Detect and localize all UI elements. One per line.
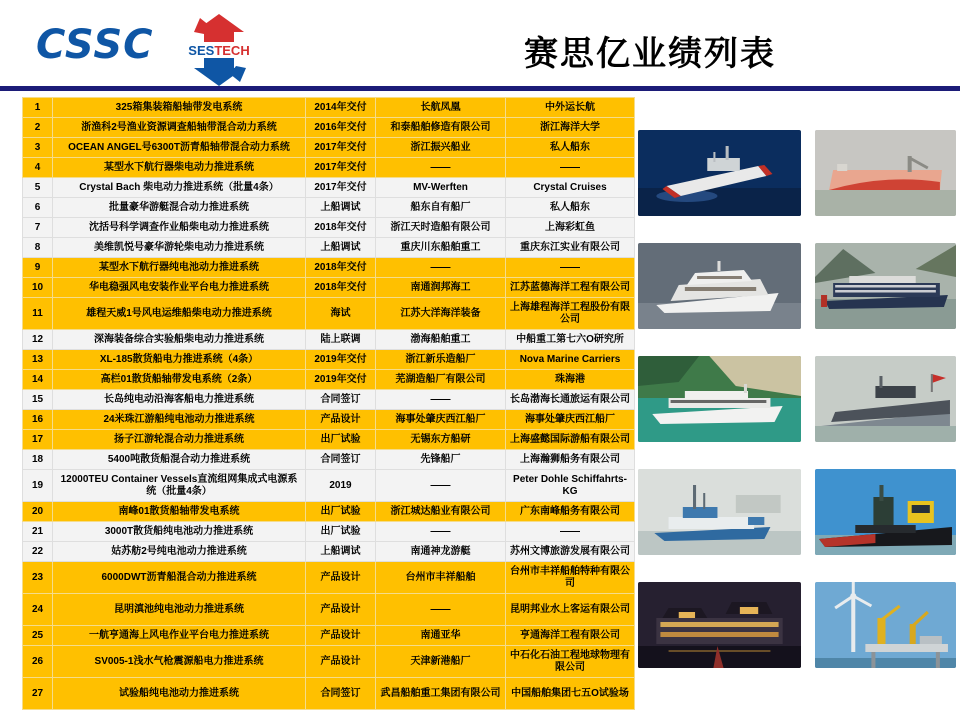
cell-project: 325箱集装箱船轴带发电系统 [53, 98, 306, 118]
cell-shipyard: —— [376, 470, 506, 502]
cell-project: OCEAN ANGEL号6300T沥青船轴带混合动力系统 [53, 138, 306, 158]
cell-owner: 中船重工第七六O研究所 [506, 330, 635, 350]
cell-project: 雄程天威1号风电运维船柴电动力推进系统 [53, 298, 306, 330]
cell-project: 3000T散货船纯电池动力推进系统 [53, 522, 306, 542]
cell-project: XL-185散货船电力推进系统（4条） [53, 350, 306, 370]
table-row [23, 98, 635, 118]
cell-no: 17 [23, 430, 53, 450]
cell-shipyard: 南通神龙游艇 [376, 542, 506, 562]
cell-owner: 珠海港 [506, 370, 635, 390]
cell-shipyard: MV-Werften [376, 178, 506, 198]
photo-grid [638, 130, 956, 668]
cell-owner: Crystal Cruises [506, 178, 635, 198]
cell-no: 9 [23, 258, 53, 278]
cell-project: 姑苏舫2号纯电池动力推进系统 [53, 542, 306, 562]
photo-luxury-yacht-render [638, 243, 801, 329]
cell-status: 上船调试 [306, 198, 376, 218]
cell-owner: 中石化石油工程地球物理有限公司 [506, 646, 635, 678]
cell-project: 试验船纯电池动力推进系统 [53, 678, 306, 710]
photo-asphalt-carrier [815, 130, 956, 216]
cell-owner: Nova Marine Carriers [506, 350, 635, 370]
sestech-logo-text: SESTECH [188, 43, 250, 58]
cell-owner: Peter Dohle Schiffahrts-KG [506, 470, 635, 502]
performance-table-body [23, 98, 635, 710]
table-row [23, 198, 635, 218]
cell-status: 产品设计 [306, 562, 376, 594]
cell-owner: 私人船东 [506, 198, 635, 218]
table-row [23, 218, 635, 238]
cell-status: 上船调试 [306, 542, 376, 562]
cell-no: 21 [23, 522, 53, 542]
cell-owner: 上海瀚狮船务有限公司 [506, 450, 635, 470]
sestech-logo [178, 12, 260, 88]
cell-owner: —— [506, 522, 635, 542]
table-row [23, 238, 635, 258]
cell-owner: 上海盛懿国际游船有限公司 [506, 430, 635, 450]
cell-project: 深海装备综合实验船柴电动力推进系统 [53, 330, 306, 350]
photo-bulk-cargo-ship [815, 469, 956, 555]
cell-status: 合同签订 [306, 390, 376, 410]
cell-owner: —— [506, 258, 635, 278]
cell-no: 8 [23, 238, 53, 258]
header-divider [0, 86, 960, 91]
cell-no: 11 [23, 298, 53, 330]
cell-status: 海试 [306, 298, 376, 330]
cell-project: 5400吨散货船混合动力推进系统 [53, 450, 306, 470]
table-row [23, 298, 635, 330]
cell-no: 27 [23, 678, 53, 710]
cell-no: 16 [23, 410, 53, 430]
table-row [23, 562, 635, 594]
cell-shipyard: 台州市丰祥船舶 [376, 562, 506, 594]
table-row [23, 646, 635, 678]
cell-no: 18 [23, 450, 53, 470]
cell-status: 产品设计 [306, 594, 376, 626]
photo-green-river-cruise-ship [638, 356, 801, 442]
cell-status: 合同签订 [306, 450, 376, 470]
cell-owner: 上海雄程海洋工程股份有限公司 [506, 298, 635, 330]
cell-status: 出厂试验 [306, 502, 376, 522]
photo-river-cruise-ship [815, 243, 956, 329]
cell-status: 2018年交付 [306, 258, 376, 278]
cell-status: 2019年交付 [306, 350, 376, 370]
cell-shipyard: 长航凤凰 [376, 98, 506, 118]
cell-owner: 江苏蓝德海洋工程有限公司 [506, 278, 635, 298]
table-row [23, 390, 635, 410]
cell-project: 扬子江游轮混合动力推进系统 [53, 430, 306, 450]
cell-project: 南峰01散货船轴带发电系统 [53, 502, 306, 522]
cell-project: 24米珠江游船纯电池动力推进系统 [53, 410, 306, 430]
table-row [23, 258, 635, 278]
cell-shipyard: 先锋船厂 [376, 450, 506, 470]
cell-shipyard: 浙江振兴船业 [376, 138, 506, 158]
cell-shipyard: 船东自有船厂 [376, 198, 506, 218]
table-row [23, 430, 635, 450]
cell-owner: 私人船东 [506, 138, 635, 158]
cell-shipyard: 天津新港船厂 [376, 646, 506, 678]
table-row [23, 138, 635, 158]
cell-shipyard: 重庆川东船舶重工 [376, 238, 506, 258]
cell-shipyard: 浙江新乐造船厂 [376, 350, 506, 370]
table-row [23, 594, 635, 626]
table-row [23, 542, 635, 562]
cell-no: 20 [23, 502, 53, 522]
table-row [23, 278, 635, 298]
cell-status: 陆上联调 [306, 330, 376, 350]
cell-shipyard: 江苏大洋海洋装备 [376, 298, 506, 330]
cell-shipyard: 南通润邦海工 [376, 278, 506, 298]
cell-project: 华电稳强风电安装作业平台电力推进系统 [53, 278, 306, 298]
photo-floating-restaurant-night [638, 582, 801, 668]
table-row [23, 118, 635, 138]
cell-no: 4 [23, 158, 53, 178]
cell-status: 出厂试验 [306, 522, 376, 542]
cell-project: 批量豪华游艇混合动力推进系统 [53, 198, 306, 218]
cell-status: 2017年交付 [306, 178, 376, 198]
cell-no: 24 [23, 594, 53, 626]
photo-modern-yacht-closeup [815, 356, 956, 442]
cell-shipyard: 芜湖造船厂有限公司 [376, 370, 506, 390]
cell-status: 2018年交付 [306, 278, 376, 298]
cell-status: 2017年交付 [306, 158, 376, 178]
cell-shipyard: 渤海船舶重工 [376, 330, 506, 350]
cell-no: 14 [23, 370, 53, 390]
cell-project: 浙渔科2号渔业资源调查船轴带混合动力系统 [53, 118, 306, 138]
cell-no: 22 [23, 542, 53, 562]
cell-shipyard: —— [376, 258, 506, 278]
photo-wind-installation-platform [815, 582, 956, 668]
cell-project: 沈括号科学调查作业船柴电动力推进系统 [53, 218, 306, 238]
cell-status: 2019年交付 [306, 370, 376, 390]
cell-owner: 苏州文博旅游发展有限公司 [506, 542, 635, 562]
cell-no: 15 [23, 390, 53, 410]
cell-status: 产品设计 [306, 626, 376, 646]
cell-shipyard: 海事处肇庆西江船厂 [376, 410, 506, 430]
cell-owner: 中国船舶集团七五O试验场 [506, 678, 635, 710]
table-row [23, 626, 635, 646]
cell-no: 6 [23, 198, 53, 218]
cell-owner: 浙江海洋大学 [506, 118, 635, 138]
cell-no: 5 [23, 178, 53, 198]
cell-shipyard: —— [376, 594, 506, 626]
cell-status: 产品设计 [306, 646, 376, 678]
cell-status: 出厂试验 [306, 430, 376, 450]
table-row [23, 678, 635, 710]
cell-status: 产品设计 [306, 410, 376, 430]
performance-table [22, 97, 635, 710]
cell-no: 26 [23, 646, 53, 678]
cell-no: 23 [23, 562, 53, 594]
table-row [23, 410, 635, 430]
cell-status: 2014年交付 [306, 98, 376, 118]
cell-owner: 亨通海洋工程有限公司 [506, 626, 635, 646]
photo-survey-ship [638, 469, 801, 555]
cell-owner: 中外运长航 [506, 98, 635, 118]
cell-no: 2 [23, 118, 53, 138]
cell-shipyard: 南通亚华 [376, 626, 506, 646]
cell-status: 上船调试 [306, 238, 376, 258]
table-row [23, 350, 635, 370]
cell-no: 12 [23, 330, 53, 350]
cell-project: 一航亨通海上风电作业平台电力推进系统 [53, 626, 306, 646]
cell-no: 3 [23, 138, 53, 158]
table-row [23, 370, 635, 390]
cell-shipyard: 和泰船舶修造有限公司 [376, 118, 506, 138]
table-row [23, 470, 635, 502]
cell-project: 12000TEU Container Vessels直流组网集成式电源系统（批量4条） [53, 470, 306, 502]
cell-no: 7 [23, 218, 53, 238]
cell-project: 某型水下航行器纯电池动力推进系统 [53, 258, 306, 278]
cell-project: 美维凯悦号豪华游轮柴电动力推进系统 [53, 238, 306, 258]
cell-project: SV005-1浅水气枪震源船电力推进系统 [53, 646, 306, 678]
cell-owner: 广东南峰船务有限公司 [506, 502, 635, 522]
cell-owner: 上海彩虹鱼 [506, 218, 635, 238]
page-title: 赛思亿业绩列表 [524, 35, 776, 73]
cell-owner: 台州市丰祥船舶特种有限公司 [506, 562, 635, 594]
cell-status: 2019 [306, 470, 376, 502]
table-row [23, 522, 635, 542]
cell-project: Crystal Bach 柴电动力推进系统（批量4条） [53, 178, 306, 198]
cell-shipyard: 浙江城达船业有限公司 [376, 502, 506, 522]
table-row [23, 158, 635, 178]
cell-status: 合同签订 [306, 678, 376, 710]
cell-project: 昆明滇池纯电池动力推进系统 [53, 594, 306, 626]
cell-project: 某型水下航行器柴电动力推进系统 [53, 158, 306, 178]
photo-research-vessel-aerial [638, 130, 801, 216]
table-row [23, 178, 635, 198]
cell-status: 2016年交付 [306, 118, 376, 138]
cell-owner: 海事处肇庆西江船厂 [506, 410, 635, 430]
cell-owner: 重庆东江实业有限公司 [506, 238, 635, 258]
cell-project: 高栏01散货船轴带发电系统（2条） [53, 370, 306, 390]
cell-status: 2017年交付 [306, 138, 376, 158]
cell-shipyard: —— [376, 522, 506, 542]
cell-owner: —— [506, 158, 635, 178]
cell-project: 6000DWT沥青船混合动力推进系统 [53, 562, 306, 594]
table-row [23, 330, 635, 350]
table-row [23, 502, 635, 522]
cell-status: 2018年交付 [306, 218, 376, 238]
cell-owner: 昆明邦业水上客运有限公司 [506, 594, 635, 626]
cell-shipyard: —— [376, 158, 506, 178]
cell-no: 13 [23, 350, 53, 370]
cell-owner: 长岛渤海长通旅运有限公司 [506, 390, 635, 410]
cell-shipyard: —— [376, 390, 506, 410]
cell-shipyard: 浙江天时造船有限公司 [376, 218, 506, 238]
cssc-logo: CSSC [36, 22, 154, 68]
cell-shipyard: 无锡东方船研 [376, 430, 506, 450]
cell-no: 1 [23, 98, 53, 118]
cell-no: 19 [23, 470, 53, 502]
cell-project: 长岛纯电动沿海客船电力推进系统 [53, 390, 306, 410]
cell-no: 10 [23, 278, 53, 298]
table-row [23, 450, 635, 470]
cell-shipyard: 武昌船舶重工集团有限公司 [376, 678, 506, 710]
cell-no: 25 [23, 626, 53, 646]
